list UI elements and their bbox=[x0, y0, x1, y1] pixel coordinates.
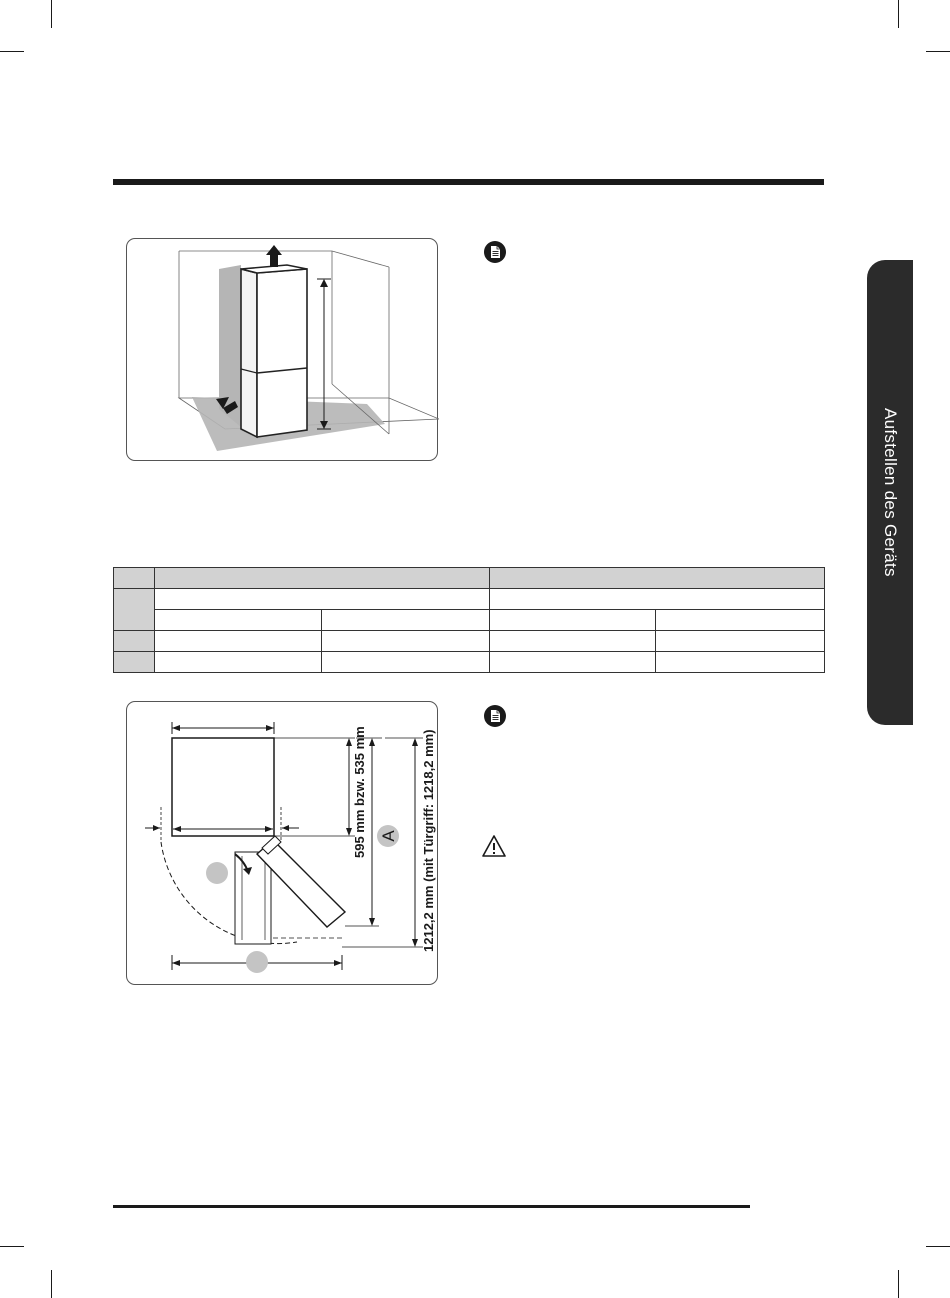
warning-icon bbox=[482, 834, 506, 858]
table-cell bbox=[155, 589, 490, 610]
table-row bbox=[114, 568, 825, 589]
table-row bbox=[114, 631, 825, 652]
crop-mark bbox=[898, 1270, 899, 1298]
fridge-room-illustration bbox=[127, 239, 439, 462]
table-cell bbox=[322, 652, 490, 673]
table-header-cell bbox=[155, 568, 490, 589]
table-cell bbox=[155, 652, 322, 673]
table-cell bbox=[656, 631, 825, 652]
table-cell bbox=[490, 631, 656, 652]
crop-mark bbox=[926, 1246, 950, 1247]
table-cell bbox=[490, 652, 656, 673]
table-cell bbox=[322, 631, 490, 652]
table-row bbox=[114, 589, 825, 610]
crop-mark bbox=[926, 51, 950, 52]
figure-door-clearance bbox=[126, 701, 438, 985]
header-rule bbox=[113, 179, 824, 185]
door-clearance-illustration bbox=[127, 702, 439, 986]
table-cell bbox=[656, 652, 825, 673]
section-side-tab bbox=[867, 260, 913, 725]
table-cell bbox=[656, 610, 825, 631]
table-row bbox=[114, 610, 825, 631]
table-header-cell bbox=[114, 652, 155, 673]
note-icon bbox=[483, 704, 507, 728]
marker-a-label: A bbox=[379, 830, 398, 842]
crop-mark bbox=[51, 0, 52, 28]
note-icon bbox=[483, 240, 507, 264]
dimension-total-label: 1212,2 mm (mit Türgriff: 1218,2 mm) bbox=[421, 729, 436, 952]
table-header-cell bbox=[114, 589, 155, 631]
table-cell bbox=[490, 610, 656, 631]
table-cell bbox=[155, 631, 322, 652]
table-cell bbox=[155, 610, 322, 631]
crop-mark bbox=[0, 51, 24, 52]
figure-installation-space bbox=[126, 238, 438, 461]
crop-mark bbox=[51, 1270, 52, 1298]
crop-mark bbox=[0, 1246, 24, 1247]
crop-mark bbox=[898, 0, 899, 28]
table-cell bbox=[490, 589, 825, 610]
table-header-cell bbox=[114, 631, 155, 652]
table-cell bbox=[322, 610, 490, 631]
table-header-cell bbox=[490, 568, 825, 589]
footer-rule bbox=[113, 1205, 750, 1208]
table-row bbox=[114, 652, 825, 673]
dimensions-table bbox=[113, 567, 825, 673]
dimension-depth-label: 595 mm bzw. 535 mm bbox=[352, 726, 367, 858]
table-header-cell bbox=[114, 568, 155, 589]
section-side-tab-label: Aufstellen des Geräts bbox=[881, 408, 900, 577]
